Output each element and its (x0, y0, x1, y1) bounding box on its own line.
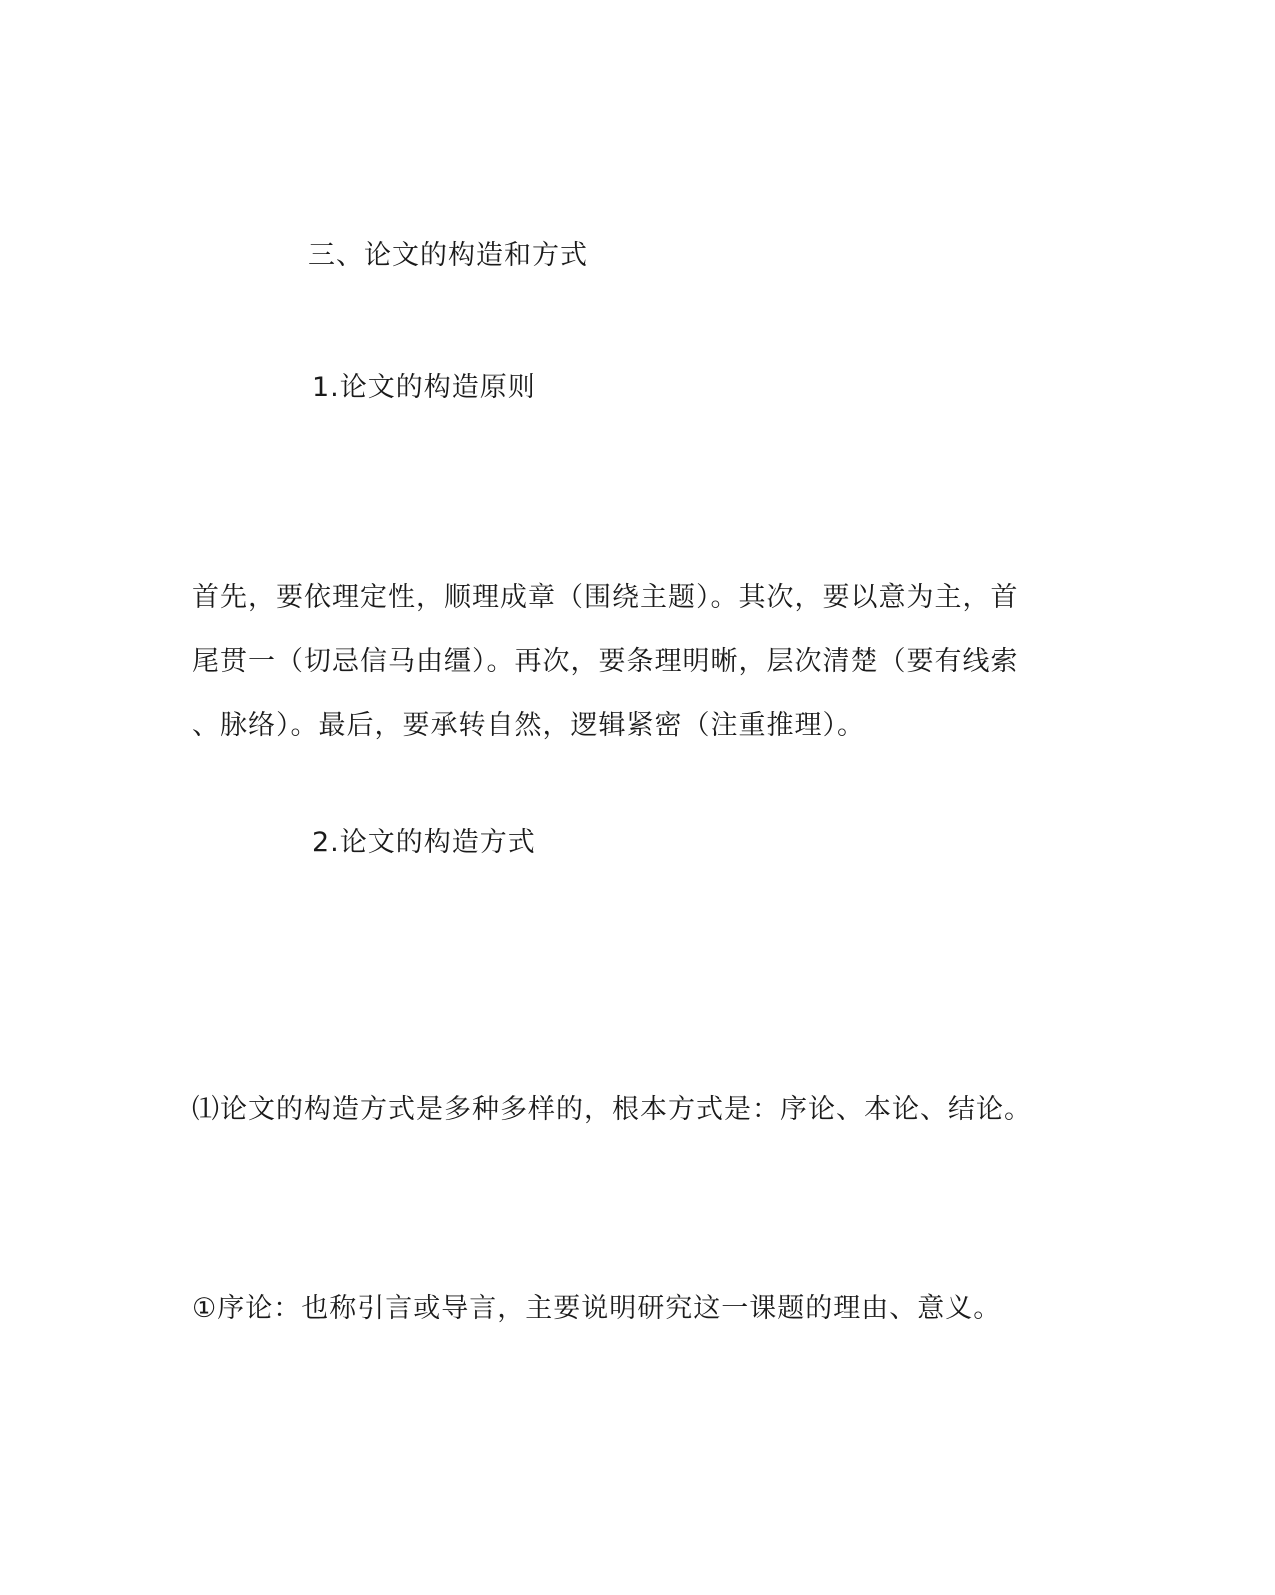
list-item-introduction: ①序论：也称引言或导言，主要说明研究这一课题的理由、意义。 (192, 1293, 1002, 1324)
paragraph-line: 尾贯一（切忌信马由缰）。再次，要条理明晰，层次清楚（要有线索 (192, 646, 1019, 677)
section-title: 三、论文的构造和方式 (308, 240, 588, 271)
subsection-title-methods: 2.论文的构造方式 (312, 827, 536, 858)
subsection-title-principles: 1.论文的构造原则 (312, 372, 536, 403)
principles-paragraph (192, 566, 1092, 758)
paragraph-line: 首先，要依理定性，顺理成章（围绕主题）。其次，要以意为主，首 (192, 582, 1019, 613)
list-item-methods: ⑴论文的构造方式是多种多样的，根本方式是：序论、本论、结论。 (192, 1094, 1032, 1125)
paragraph-line: 、脉络）。最后，要承转自然，逻辑紧密（注重推理）。 (192, 710, 865, 741)
